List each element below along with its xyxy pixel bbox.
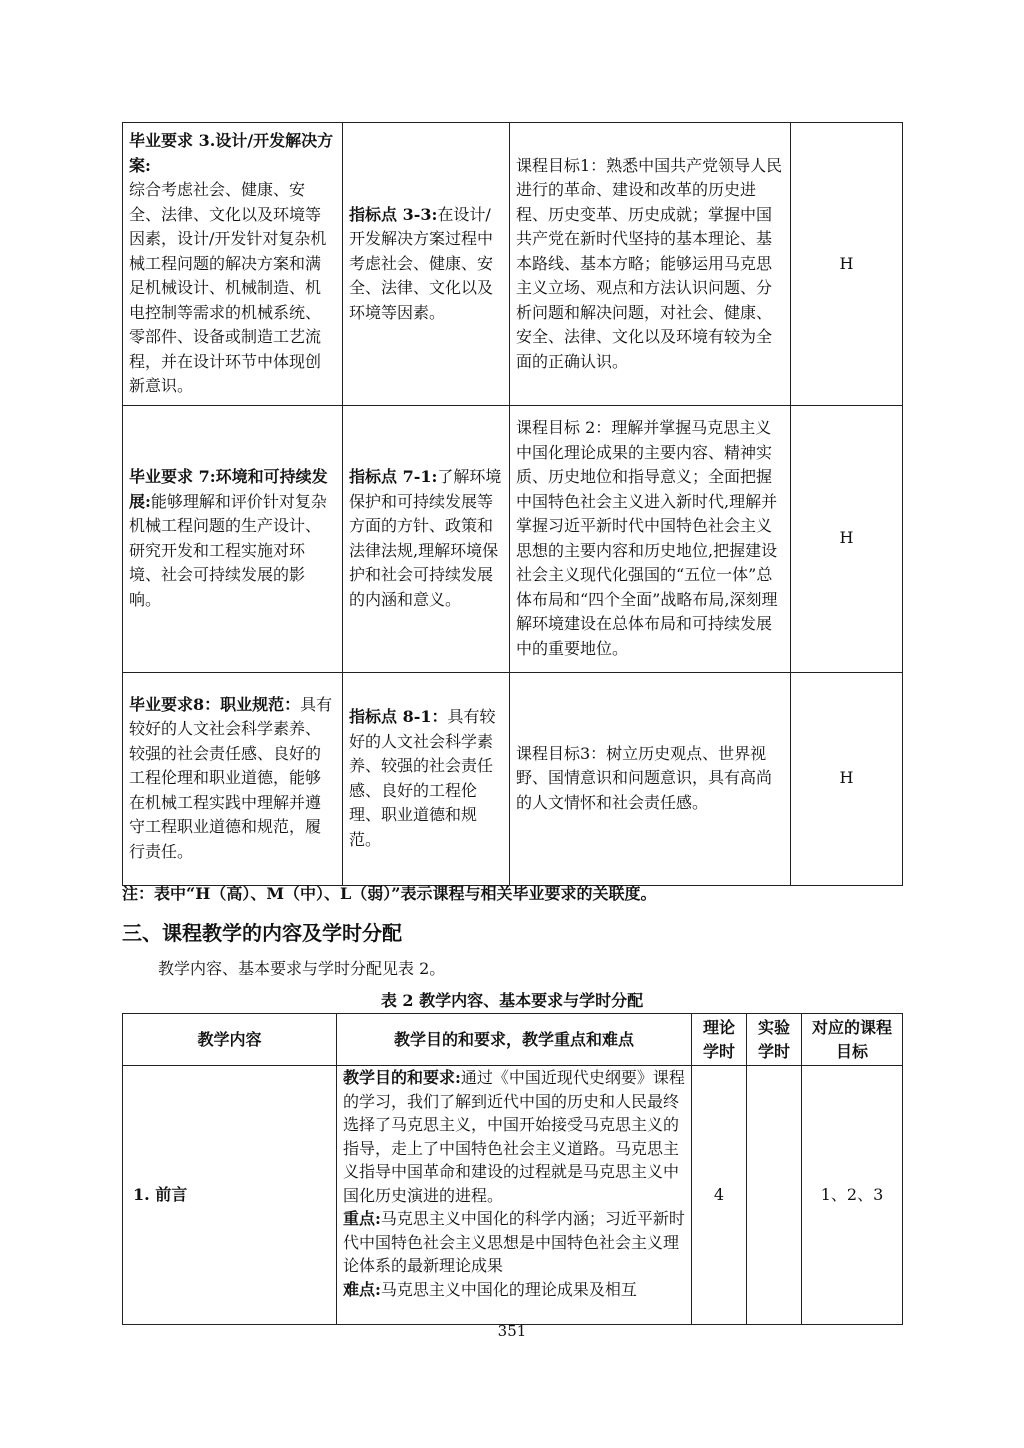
requirement-title: 毕业要求 7:环境和可持续发展: <box>129 467 328 511</box>
indicator-cell <box>343 672 510 885</box>
indicator-title: 指标点 3-3: <box>349 204 438 224</box>
indicator-body: 在设计/开发解决方案过程中考虑社会、健康、安全、法律、文化以及环境等因素。 <box>349 204 494 322</box>
table-caption: 表 2 教学内容、基本要求与学时分配 <box>380 991 644 1010</box>
course-goals-cell <box>802 1066 903 1325</box>
lab-hours-cell <box>747 1066 802 1325</box>
indicator-cell <box>343 123 510 406</box>
table-note: 注：表中“H（高）、M（中）、L（弱）”表示课程与相关毕业要求的关联度。 <box>122 884 657 903</box>
relevance-level: H <box>839 253 854 273</box>
teaching-content-table <box>122 1013 903 1325</box>
indicator-title: 指标点 7-1: <box>349 467 438 486</box>
requirement-cell <box>123 123 343 406</box>
header-lab-hours: 实验学时 <box>747 1014 802 1066</box>
theory-hours: 4 <box>713 1185 725 1205</box>
course-goal-text: 课程目标3：树立历史观点、世界视野、国情意识和问题意识，具有高尚的人文情怀和社会责任感。 <box>516 743 773 812</box>
course-goal-text: 课程目标 2：理解并掌握马克思主义中国化理论成果的主要内容、精神实质、历史地位和指导意义；全面把握中国特色社会主义进入新时代,理解并掌握习近平新时代中国特色社会主义思想的主要内容和历史地位,把握建设社会主义现代化强国的“五位一体”总体布局和“四个全面”战略布局,深刻理解环境建设在总体布局和可持续发展中的重要地位。 <box>516 418 778 658</box>
header-theory-hours: 理论学时 <box>692 1014 747 1066</box>
indicator-cell <box>343 405 510 672</box>
header-course-goals: 对应的课程目标 <box>802 1014 903 1066</box>
content-title: 1. 前言 <box>133 1185 188 1205</box>
header-objectives: 教学目的和要求，教学重点和难点 <box>337 1014 692 1066</box>
header-content: 教学内容 <box>123 1014 337 1066</box>
requirement-body: 具有较好的人文社会科学素养、较强的社会责任感、良好的工程伦理和职业道德，能够在机械工程实践中理解并遵守工程职业道德和规范，履行责任。 <box>129 694 333 861</box>
table-header-row <box>123 1014 903 1066</box>
indicator-body: 具有较好的人文社会科学素养、较强的社会责任感、良好的工程伦理、职业道德和规范。 <box>349 707 496 849</box>
objectives-text: 通过《中国近现代史纲要》课程的学习，我们了解到近代中国的历史和人民最终选择了马克思主义，中国开始接受马克思主义的指导，走上了中国特色社会主义道路。马克思主义指导中国革命和建设的过程就是马克思主义中国化历史演进的进程。 <box>343 1068 685 1205</box>
requirement-body: 能够理解和评价针对复杂机械工程问题的生产设计、研究开发和工程实施对环境、社会可持续发展的影响。 <box>129 491 327 609</box>
difficulties-label: 难点: <box>343 1279 381 1299</box>
table-row <box>123 123 903 406</box>
objectives-cell <box>337 1066 692 1325</box>
requirement-body: 综合考虑社会、健康、安全、法律、文化以及环境等因素，设计/开发针对复杂机械工程问题的解决方案和满足机械设计、机械制造、机电控制等需求的机械系统、零部件、设备或制造工艺流程，并在设计环节中体现创新意识。 <box>129 180 327 395</box>
graduation-requirements-table <box>122 122 903 886</box>
relevance-level: H <box>839 768 854 788</box>
relevance-level-cell <box>791 123 903 406</box>
course-goal-cell <box>510 405 791 672</box>
theory-hours-cell <box>692 1066 747 1325</box>
section-heading: 三、课程教学的内容及学时分配 <box>122 921 402 945</box>
relevance-level: H <box>839 528 854 548</box>
course-goal-cell <box>510 672 791 885</box>
table-row <box>123 405 903 672</box>
requirement-title: 毕业要求8：职业规范： <box>129 694 301 714</box>
course-goals: 1、2、3 <box>820 1185 884 1205</box>
objectives-label: 教学目的和要求: <box>343 1068 461 1087</box>
requirement-cell <box>123 672 343 885</box>
requirement-title: 毕业要求 3.设计/开发解决方案: <box>129 131 334 175</box>
requirement-cell <box>123 405 343 672</box>
table-row <box>123 1066 903 1325</box>
key-points-label: 重点: <box>343 1209 381 1228</box>
course-goal-cell <box>510 123 791 406</box>
intro-paragraph: 教学内容、基本要求与学时分配见表 2。 <box>158 959 446 978</box>
relevance-level-cell <box>791 672 903 885</box>
difficulties-text: 马克思主义中国化的理论成果及相互 <box>380 1279 637 1299</box>
relevance-level-cell <box>791 405 903 672</box>
key-points-text: 马克思主义中国化的科学内涵；习近平新时代中国特色社会主义思想是中国特色社会主义理论体系的最新理论成果 <box>343 1209 685 1275</box>
indicator-body: 了解环境保护和可持续发展等方面的方针、政策和法律法规,理解环境保护和社会可持续发展的内涵和意义。 <box>349 467 502 609</box>
indicator-title: 指标点 8-1： <box>349 707 448 726</box>
content-cell <box>123 1066 337 1325</box>
table-row <box>123 672 903 885</box>
page-number: 351 <box>497 1322 527 1340</box>
course-goal-text: 课程目标1：熟悉中国共产党领导人民进行的革命、建设和改革的历史进程、历史变革、历史成就；掌握中国共产党在新时代坚持的基本理论、基本路线、基本方略；能够运用马克思主义立场、观点和方法认识问题、分析问题和解决问题，对社会、健康、安全、法律、文化以及环境有较为全面的正确认识。 <box>516 155 783 371</box>
